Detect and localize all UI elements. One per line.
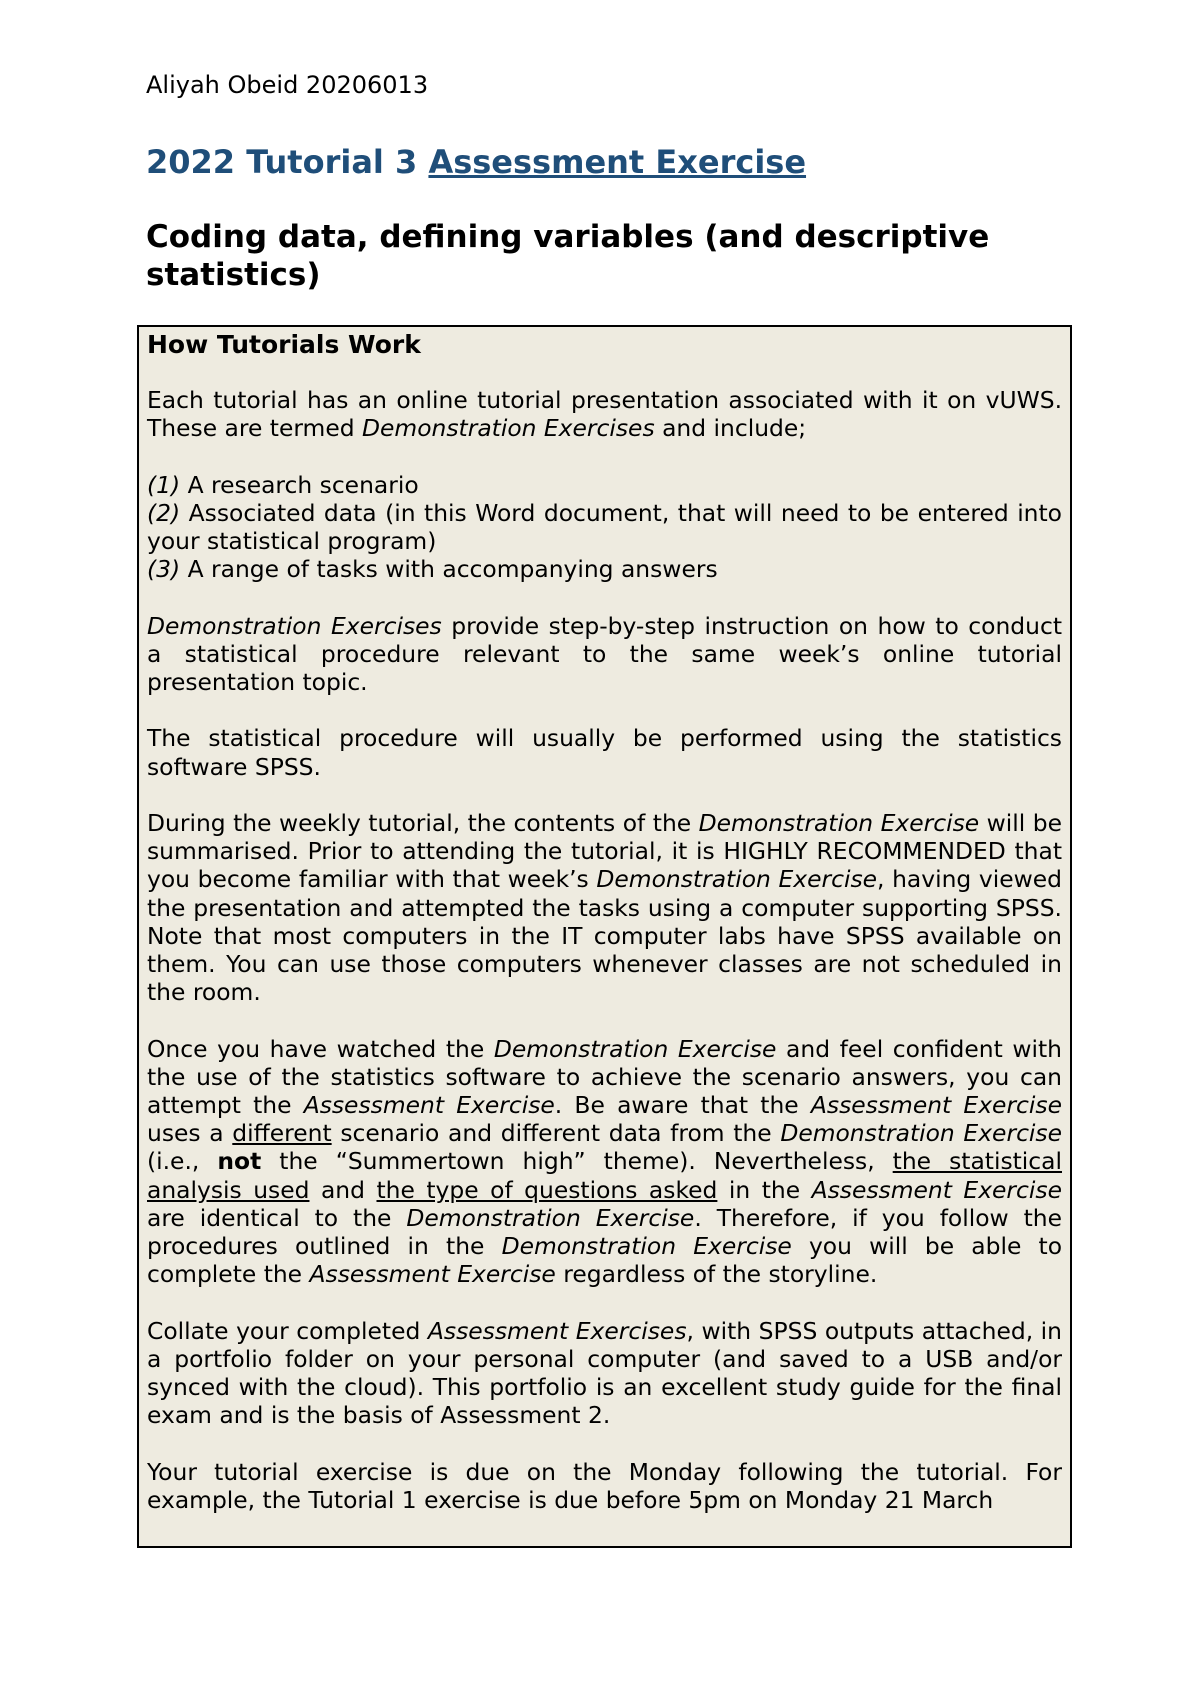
box-content <box>147 327 1062 1542</box>
weekly-tutorial-paragraph: During the weekly tutorial, the contents of the Demonstration Exercise will be summarised. Prior to attending the tutorial, it is HIGHLY RECOMMENDED that you become familiar with that week’s Demonstration Exercise, having viewed the presentation and attempted the tasks using a computer supporting SPSS. Note that most computers in the IT computer labs have SPSS available on them. You can use those computers whenever classes are not scheduled in the room. <box>147 808 1063 1007</box>
list-item: (3) A range of tasks with accompanying answers <box>147 555 718 584</box>
demonstration-paragraph: Demonstration Exercises provide step-by-step instruction on how to conduct a statistical procedure relevant to the same week’s online tutorial presentation topic. <box>147 611 1062 696</box>
how-tutorials-work-box <box>137 325 1072 1548</box>
due-date-paragraph: Your tutorial exercise is due on the Monday following the tutorial. For example, the Tutorial 1 exercise is due before 5pm on Monday 21 March <box>147 1457 1062 1514</box>
document-title <box>146 142 806 182</box>
list-item: (1) A research scenario <box>147 470 419 499</box>
title-prefix: 2022 Tutorial 3 <box>146 143 429 181</box>
software-paragraph: The statistical procedure will usually be performed using the statistics software SPSS. <box>147 724 1062 781</box>
title-underlined: Assessment Exercise <box>428 143 807 181</box>
intro-paragraph: Each tutorial has an online tutorial presentation associated with it on vUWS. These are termed Demonstration Exercises and include; <box>147 386 1062 443</box>
collate-paragraph: Collate your completed Assessment Exercises, with SPSS outputs attached, in a portfolio folder on your personal computer (and saved to a USB and/or synced with the cloud). This portfolio is an excellent study guide for the final exam and is the basis of Assessment 2. <box>147 1316 1063 1430</box>
list-item: (2) Associated data (in this Word document, that will need to be entered into your statistical program) <box>147 498 1062 555</box>
document-subtitle: Coding data, defining variables (and descriptive statistics) <box>146 219 990 293</box>
assessment-paragraph: Once you have watched the Demonstration Exercise and feel confident with the use of the statistics software to achieve the scenario answers, you can attempt the Assessment Exercise. Be aware that the Assessment Exercise uses a different scenario and different data from the Demonstration Exercise (i.e., not the “Summertown high” theme). Nevertheless, the statistical analysis used and the type of questions asked in the Assessment Exercise are identical to the Demonstration Exercise. Therefore, if you follow the procedures outlined in the Demonstration Exercise you will be able to complete the Assessment Exercise regardless of the storyline. <box>147 1034 1063 1289</box>
numbered-list <box>147 471 1062 584</box>
box-heading: How Tutorials Work <box>147 330 421 359</box>
author-line: Aliyah Obeid 20206013 <box>146 71 429 99</box>
